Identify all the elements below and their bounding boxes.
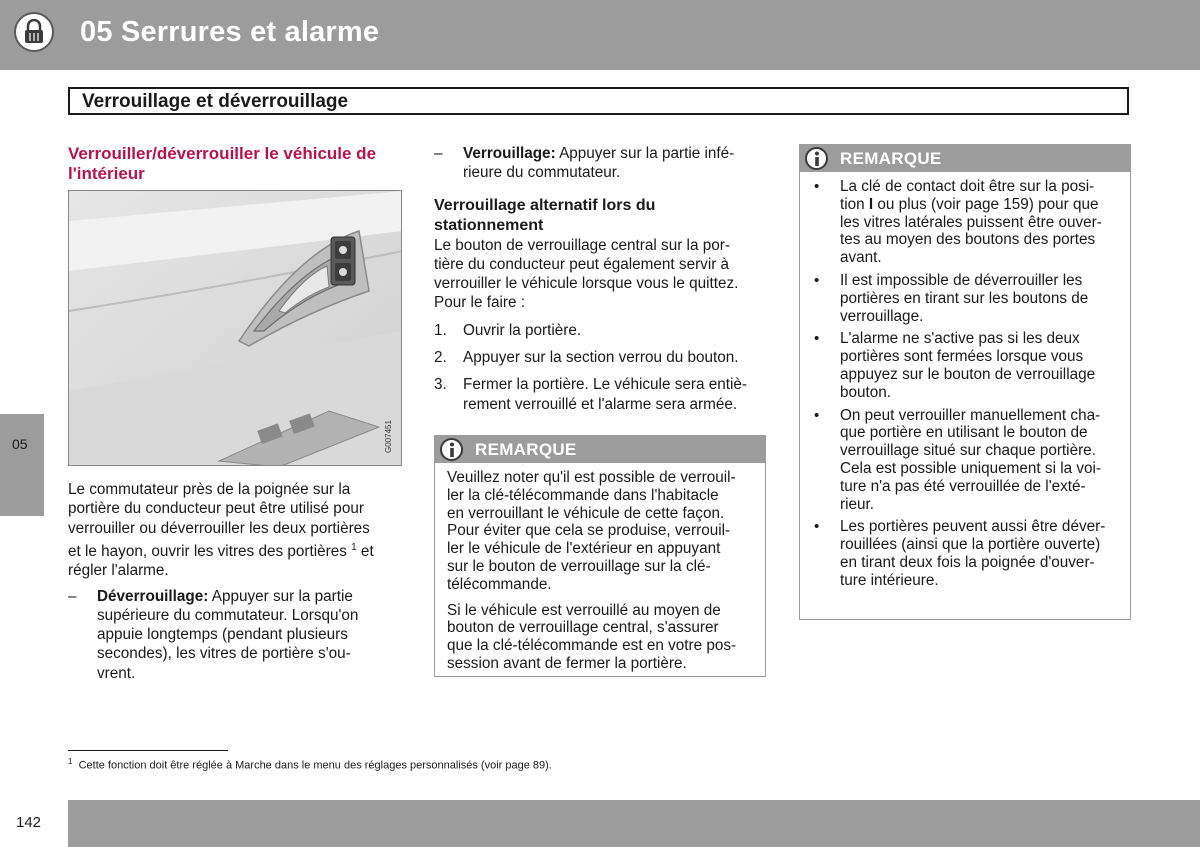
- chapter-title: 05 Serrures et alarme: [80, 16, 380, 48]
- footnote: $^1$ Cette fonction doit être réglée à Marche dans le menu des réglages personnalisés (voir page 89).: [68, 757, 552, 772]
- note-header: [435, 436, 765, 463]
- page-number-box: [0, 800, 68, 847]
- unlock-item: – Déverrouillage: Appuyer sur la partie supérieure du commutateur. Lorsqu'on appuie longtemps (pendant plusieurs secondes), les vitres de portière s'ou- vrent.: [68, 587, 359, 682]
- column-1-text: [68, 480, 408, 683]
- note-body: Veuillez noter qu'il est possible de verrouil- ler la clé-télécommande dans l'habitacle en verrouillant le véhicule de cette façon. Pour éviter que cela se produise, verrouil- ler le véhicule de l'extérieur en appuyant sur le bouton de verrouillage sur la clé- télécommande. Si le véhicule est verrouillé au moyen de bouton de verrouillage central, s'assurer que la clé-télécommande est en votre pos- session avant de fermer la portière.: [447, 469, 737, 672]
- list-item: • Les portières peuvent aussi être déver- rouillées (ainsi que la portière ouverte) en tirant deux fois la poignée d'ouver- ture intérieure.: [814, 518, 1106, 589]
- section-title: Verrouillage et déverrouillage: [82, 91, 349, 112]
- column-2-text: [434, 144, 769, 422]
- padlock-icon: [14, 12, 54, 52]
- lock-item: – Verrouillage: Appuyer sur la partie infé- rieure du commutateur.: [434, 145, 735, 182]
- footnote-ref[interactable]: 1: [351, 541, 357, 553]
- list-item: 2. Appuyer sur la section verrou du bouton.: [434, 349, 739, 367]
- chapter-header: [0, 0, 1200, 70]
- list-item: • On peut verrouiller manuellement cha- que portière en utilisant le bouton de verrouillage situé sur chaque portière. Cela est possible uniquement si la voi- ture n'a pas été verrouillée de l'exté- rieur.: [814, 406, 1102, 513]
- list-item: • L'alarme ne s'active pas si les deux portières sont fermées lorsque vous appuyez sur le bouton de verrouillage bouton.: [814, 330, 1096, 401]
- note-header: [800, 145, 1130, 172]
- list-item: • La clé de contact doit être sur la posi- tion I ou plus (voir page 159) pour que les vitres latérales puissent être ouver- tes au moyen des boutons des portes avant.: [814, 178, 1102, 267]
- subsection-heading: Verrouiller/déverrouiller le véhicule de l'intérieur: [68, 144, 377, 183]
- list-item: • Il est impossible de déverrouiller les portières en tirant sur les boutons de verrouillage.: [814, 271, 1089, 325]
- image-code: G007451: [384, 420, 393, 453]
- list-item: 1. Ouvrir la portière.: [434, 321, 582, 339]
- info-icon: [440, 438, 463, 461]
- page-number: 142: [16, 814, 42, 831]
- page-footer: [0, 800, 1200, 847]
- info-icon: [805, 147, 828, 170]
- footnote-divider: [68, 750, 228, 751]
- section-title-box: [68, 87, 1129, 115]
- door-switch-photo: [68, 190, 402, 466]
- note-box: [434, 435, 766, 677]
- list-item: 3. Fermer la portière. Le véhicule sera entiè- rement verrouillé et l'alarme sera armée.: [434, 376, 747, 413]
- chapter-side-tab-label: 05: [12, 436, 28, 452]
- note-label: REMARQUE: [475, 440, 577, 459]
- sub-heading: Verrouillage alternatif lors du stationnement: [434, 196, 656, 234]
- note-box: [799, 144, 1131, 620]
- chapter-side-tab: [0, 414, 44, 516]
- note-label: REMARQUE: [840, 149, 942, 168]
- steps-list: [434, 321, 769, 414]
- alt-lock-paragraph: Le bouton de verrouillage central sur la por- tière du conducteur peut également servir à verrouiller le véhicule lorsque vous le quittez. Pour le faire :: [434, 236, 739, 312]
- note-body: [812, 178, 1127, 595]
- intro-paragraph: Le commutateur près de la poignée sur la portière du conducteur peut être utilisé pour verrouiller ou déverrouiller les deux portières et le hayon, ouvrir les vitres des portières $^1$ et régler l'alarme.: [68, 481, 374, 580]
